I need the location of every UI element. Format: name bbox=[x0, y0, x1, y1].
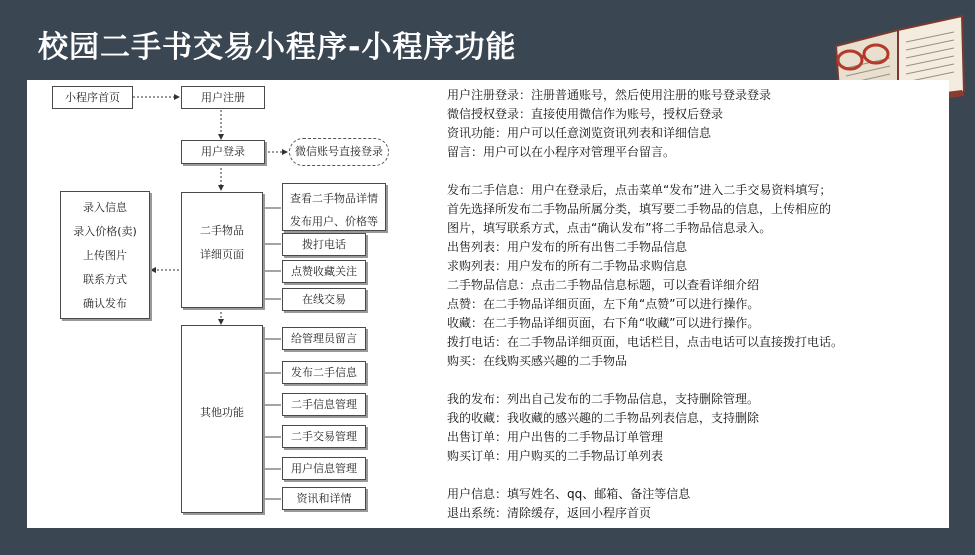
node-register: 用户注册 bbox=[181, 86, 265, 109]
desc-line: 购买：在线购买感兴趣的二手物品 bbox=[447, 354, 628, 368]
function-descriptions bbox=[447, 86, 917, 523]
detail-label-1: 二手物品 bbox=[200, 224, 244, 237]
desc-line: 购买订单：用户购买的二手物品订单列表 bbox=[447, 449, 664, 463]
node-like-favorite: 点赞收藏关注 bbox=[282, 260, 366, 283]
desc-line: 收藏：在二手物品详细页面，右下角“收藏”可以进行操作。 bbox=[447, 316, 760, 330]
desc-line: 发布二手信息：用户在登录后，点击菜单“发布”进入二手交易资料填写； bbox=[447, 183, 832, 197]
node-view-detail bbox=[282, 183, 386, 231]
desc-line: 求购列表：用户发布的所有二手物品求购信息 bbox=[447, 259, 688, 273]
node-input-info bbox=[60, 191, 150, 319]
desc-line: 用户信息：填写姓名、qq、邮箱、备注等信息 bbox=[447, 487, 691, 501]
node-home: 小程序首页 bbox=[52, 86, 133, 109]
desc-line: 二手物品信息：点击二手物品信息标题，可以查看详细介绍 bbox=[447, 278, 760, 292]
node-admin-message: 给管理员留言 bbox=[282, 327, 366, 350]
desc-line: 点赞：在二手物品详细页面，左下角“点赞”可以进行操作。 bbox=[447, 297, 760, 311]
node-news-detail: 资讯和详情 bbox=[282, 487, 366, 510]
desc-line: 微信授权登录：直接使用微信作为账号，授权后登录 bbox=[447, 107, 724, 121]
input-step-5: 确认发布 bbox=[83, 297, 127, 310]
desc-line: 拨打电话：在二手物品详细页面，电话栏目，点击电话可以直接拨打电话。 bbox=[447, 335, 844, 349]
node-wechat-login: 微信账号直接登录 bbox=[289, 138, 389, 166]
input-step-1: 录入信息 bbox=[83, 201, 127, 214]
node-other-functions bbox=[181, 325, 263, 513]
node-info-manage: 二手信息管理 bbox=[282, 393, 366, 416]
node-user-manage: 用户信息管理 bbox=[282, 457, 366, 480]
node-login: 用户登录 bbox=[181, 140, 265, 164]
publisher-price-label: 发布用户、价格等 bbox=[290, 215, 378, 228]
desc-line: 图片，填写联系方式，点击“确认发布”将二手物品信息录入。 bbox=[447, 221, 772, 235]
desc-gap bbox=[447, 371, 917, 390]
slide-title: 校园二手书交易小程序-小程序功能 bbox=[38, 30, 517, 65]
desc-line: 我的发布：列出自己发布的二手物品信息，支持删除管理。 bbox=[447, 392, 760, 406]
desc-line: 用户注册登录：注册普通账号，然后使用注册的账号登录登录 bbox=[447, 88, 772, 102]
node-item-detail bbox=[181, 192, 263, 308]
desc-line: 出售订单：用户出售的二手物品订单管理 bbox=[447, 430, 664, 444]
desc-gap bbox=[447, 466, 917, 485]
other-functions-label: 其他功能 bbox=[200, 406, 244, 419]
view-detail-label: 查看二手物品详情 bbox=[290, 192, 378, 205]
desc-line: 首先选择所发布二手物品所属分类，填写要二手物品的信息，上传相应的 bbox=[447, 202, 832, 216]
node-online-trade: 在线交易 bbox=[282, 288, 366, 311]
node-publish-info: 发布二手信息 bbox=[282, 361, 366, 384]
desc-gap bbox=[447, 162, 917, 181]
desc-line: 退出系统：清除缓存，返回小程序首页 bbox=[447, 506, 652, 520]
input-step-4: 联系方式 bbox=[83, 273, 127, 286]
input-step-3: 上传图片 bbox=[83, 249, 127, 262]
desc-line: 出售列表：用户发布的所有出售二手物品信息 bbox=[447, 240, 688, 254]
desc-line: 资讯功能：用户可以任意浏览资讯列表和详细信息 bbox=[447, 126, 712, 140]
node-trade-manage: 二手交易管理 bbox=[282, 425, 366, 448]
detail-label-2: 详细页面 bbox=[200, 248, 244, 261]
desc-line: 留言：用户可以在小程序对管理平台留言。 bbox=[447, 145, 676, 159]
input-step-2: 录入价格(卖) bbox=[73, 225, 137, 238]
node-call-phone: 拨打电话 bbox=[282, 233, 366, 256]
desc-line: 我的收藏：我收藏的感兴趣的二手物品列表信息，支持删除 bbox=[447, 411, 760, 425]
